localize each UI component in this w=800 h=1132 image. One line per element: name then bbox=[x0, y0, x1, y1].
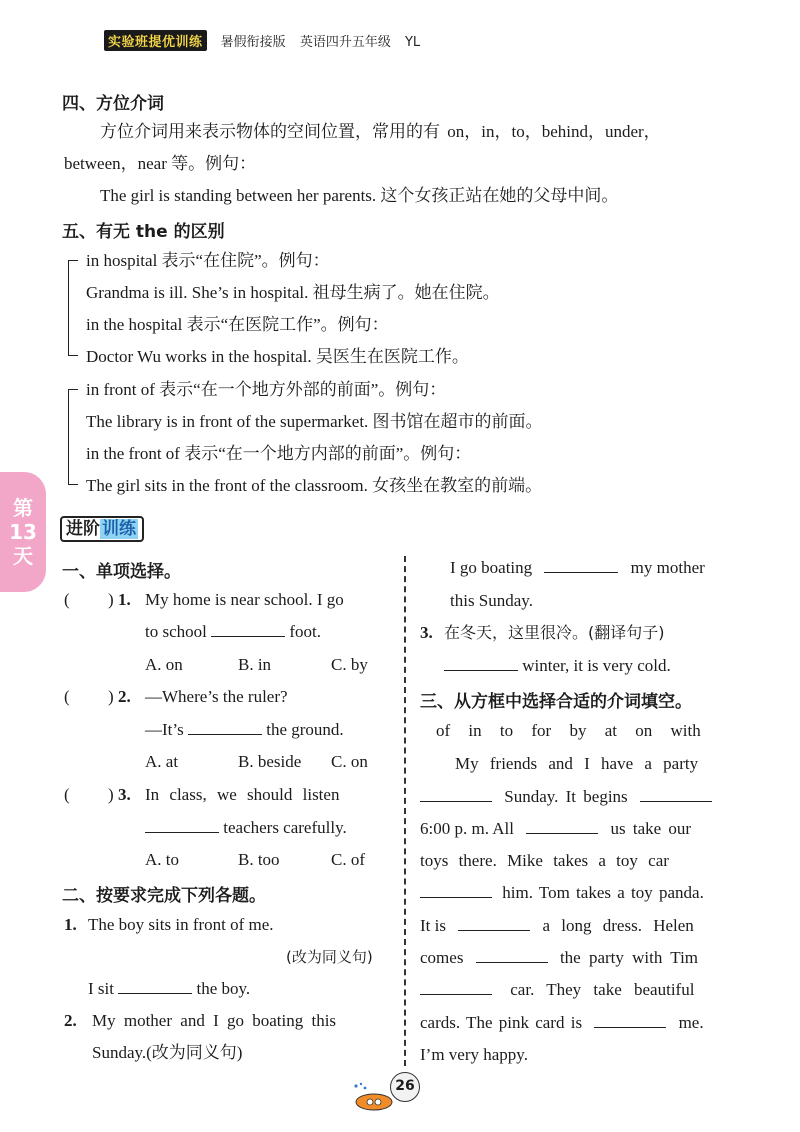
page-header bbox=[104, 30, 420, 51]
p3-blank-2[interactable] bbox=[640, 786, 712, 802]
p3-blank-1[interactable] bbox=[420, 786, 492, 802]
part2-heading: 二、按要求完成下列各题。 bbox=[62, 886, 266, 906]
day-side-tab bbox=[0, 472, 46, 592]
g2-line4: The girl sits in the front of the classroom. 女孩坐在教室的前端。 bbox=[86, 476, 543, 495]
p2q3-text: 在冬天，这里很冷。(翻译句子) bbox=[444, 623, 665, 642]
q1-paren-close: ) bbox=[108, 590, 114, 609]
p3-text-6b: a long dress. Helen bbox=[542, 916, 694, 935]
side-tab-line2: 13 bbox=[9, 520, 37, 544]
word-3: for bbox=[531, 721, 552, 740]
p3-text-3a: 6:00 p. m. All bbox=[420, 819, 514, 838]
q3-post: teachers carefully. bbox=[223, 818, 347, 837]
p3-blank-4[interactable] bbox=[420, 882, 492, 898]
p2q1-text: The boy sits in front of me. bbox=[88, 915, 274, 934]
q1-post: foot. bbox=[289, 622, 321, 641]
p2q2-answer-line bbox=[450, 557, 705, 579]
brand-logo: 实验班提优训练 bbox=[104, 30, 207, 51]
q2-pre: —It’s bbox=[145, 720, 184, 739]
p2q3-blank[interactable] bbox=[444, 655, 518, 671]
p2q1-number: 1. bbox=[64, 915, 77, 934]
p3-line7 bbox=[420, 947, 698, 969]
q2-paren-close: ) bbox=[108, 687, 114, 706]
group1-bracket bbox=[68, 260, 78, 356]
q2-opt-c[interactable]: C. on bbox=[331, 752, 368, 771]
version-label: YL bbox=[404, 35, 421, 50]
q1-pre: to school bbox=[145, 622, 207, 641]
p3-line10: I’m very happy. bbox=[420, 1045, 528, 1064]
section4-heading: 四、方位介词 bbox=[62, 94, 164, 114]
p3-text-6a: It is bbox=[420, 916, 446, 935]
g1-line4: Doctor Wu works in the hospital. 吴医生在医院工作。 bbox=[86, 347, 469, 366]
p3-blank-6[interactable] bbox=[476, 947, 548, 963]
p3-line2 bbox=[420, 786, 712, 808]
q2-post: the ground. bbox=[266, 720, 344, 739]
p3-text-8: car. They take beautiful bbox=[510, 980, 695, 999]
side-tab-line1: 第 bbox=[13, 496, 33, 520]
section5-heading: 五、有无 the 的区别 bbox=[62, 222, 225, 242]
word-7: with bbox=[670, 721, 701, 740]
column-divider bbox=[404, 556, 406, 1066]
p3-blank-8[interactable] bbox=[594, 1012, 666, 1028]
section4-example: The girl is standing between her parents. 这个女孩正站在她的父母中间。 bbox=[100, 186, 619, 205]
p2q2-line4: this Sunday. bbox=[450, 591, 533, 610]
p3-text-9b: me. bbox=[678, 1013, 704, 1032]
q1-opt-c[interactable]: C. by bbox=[331, 655, 368, 674]
part3-heading: 三、从方框中选择合适的介词填空。 bbox=[420, 692, 692, 712]
q2-blank[interactable] bbox=[188, 719, 262, 735]
p2q2-blank[interactable] bbox=[544, 557, 618, 573]
p3-text-3b: us take our bbox=[610, 819, 692, 838]
word-4: by bbox=[569, 721, 587, 740]
g1-line2: Grandma is ill. She’s in hospital. 祖母生病了。她在住院。 bbox=[86, 283, 500, 302]
p3-text-7b: the party with Tim bbox=[559, 948, 699, 967]
p3-line4: toys there. Mike takes a toy car bbox=[420, 851, 669, 870]
p3-line5 bbox=[420, 882, 704, 904]
p3-blank-7[interactable] bbox=[420, 979, 492, 995]
q3-paren-open: ( bbox=[64, 785, 70, 804]
subject-label: 英语四升五年级 bbox=[299, 35, 391, 50]
word-5: at bbox=[604, 721, 617, 740]
p3-text-9a: cards. The pink card is bbox=[420, 1013, 583, 1032]
word-box bbox=[436, 720, 701, 742]
q3-number: 3. bbox=[118, 785, 131, 804]
word-6: on bbox=[635, 721, 653, 740]
g2-line3: in the front of 表示“在一个地方内部的前面”。例句： bbox=[86, 444, 472, 463]
part1-heading: 一、单项选择。 bbox=[62, 562, 181, 582]
p3-blank-5[interactable] bbox=[458, 915, 530, 931]
g2-line2: The library is in front of the supermarket. 图书馆在超市的前面。 bbox=[86, 412, 543, 431]
p3-blank-3[interactable] bbox=[526, 818, 598, 834]
q3-blank[interactable] bbox=[145, 817, 219, 833]
q2-line1: —Where’s the ruler? bbox=[145, 687, 288, 706]
p2q1-post: the boy. bbox=[196, 979, 251, 998]
q3-opt-a[interactable]: A. to bbox=[145, 850, 179, 869]
p3-line1: My friends and I have a party bbox=[455, 754, 699, 773]
q2-line2 bbox=[145, 719, 344, 741]
group2-bracket bbox=[68, 389, 78, 485]
p2q2-text: My mother and I go boating this bbox=[92, 1011, 337, 1030]
p2q1-pre: I sit bbox=[88, 979, 114, 998]
p3-line6 bbox=[420, 915, 694, 937]
word-0: of bbox=[436, 721, 451, 740]
q3-line1: In class, we should listen bbox=[145, 785, 340, 804]
p2q1-blank[interactable] bbox=[118, 978, 192, 994]
section4-intro-line1: 方位介词用来表示物体的空间位置，常用的有 on，in，to，behind，under， bbox=[100, 122, 661, 141]
word-2: to bbox=[499, 721, 514, 740]
badge-text-a: 进阶 bbox=[66, 519, 100, 539]
q1-opt-a[interactable]: A. on bbox=[145, 655, 183, 674]
q3-opt-c[interactable]: C. of bbox=[331, 850, 365, 869]
p2q1-answer-line bbox=[88, 978, 250, 1000]
p2q2-number: 2. bbox=[64, 1011, 77, 1030]
word-1: in bbox=[468, 721, 482, 740]
q1-opt-b[interactable]: B. in bbox=[238, 655, 272, 674]
p3-line3 bbox=[420, 818, 691, 840]
p2q1-instruction: (改为同义句) bbox=[286, 948, 373, 966]
q1-number: 1. bbox=[118, 590, 131, 609]
q2-opt-b[interactable]: B. beside bbox=[238, 752, 302, 771]
side-tab-line3: 天 bbox=[13, 544, 33, 568]
q1-line1: My home is near school. I go bbox=[145, 590, 344, 609]
p3-line8 bbox=[420, 979, 694, 1001]
q1-blank[interactable] bbox=[211, 621, 285, 637]
badge-text-b: 训练 bbox=[102, 519, 136, 539]
edition-label: 暑假衔接版 bbox=[220, 35, 286, 50]
q2-number: 2. bbox=[118, 687, 131, 706]
g1-line3: in the hospital 表示“在医院工作”。例句： bbox=[86, 315, 389, 334]
p2q3-post: winter, it is very cold. bbox=[522, 656, 671, 675]
q3-line2 bbox=[145, 817, 347, 839]
q3-paren-close: ) bbox=[108, 785, 114, 804]
q3-opt-b[interactable]: B. too bbox=[238, 850, 280, 869]
g2-line1: in front of 表示“在一个地方外部的前面”。例句： bbox=[86, 380, 447, 399]
p2q3-number: 3. bbox=[420, 623, 433, 642]
g1-line1: in hospital 表示“在住院”。例句： bbox=[86, 251, 330, 270]
p2q2-post: my mother bbox=[630, 558, 705, 577]
p3-text-2a: Sunday. It begins bbox=[504, 787, 628, 806]
q2-opt-a[interactable]: A. at bbox=[145, 752, 179, 771]
p3-line9 bbox=[420, 1012, 704, 1034]
advanced-training-badge bbox=[60, 516, 144, 542]
p2q3-answer-line bbox=[444, 655, 671, 677]
q2-paren-open: ( bbox=[64, 687, 70, 706]
q1-line2 bbox=[145, 621, 321, 643]
p2q2-pre: I go boating bbox=[450, 558, 533, 577]
section4-intro-line2: between，near 等。例句： bbox=[64, 154, 257, 173]
p3-text-7a: comes bbox=[420, 948, 464, 967]
page-number: 26 bbox=[390, 1072, 420, 1102]
p2q2-line2: Sunday.(改为同义句) bbox=[92, 1043, 243, 1062]
q1-paren-open: ( bbox=[64, 590, 70, 609]
p3-text-5: him. Tom takes a toy panda. bbox=[502, 883, 704, 902]
